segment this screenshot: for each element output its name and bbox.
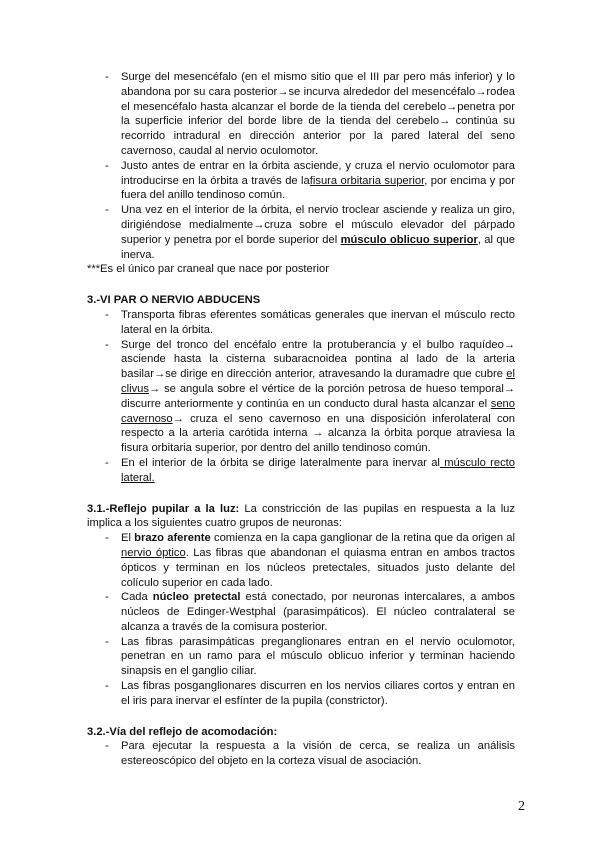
- list-item-text: Justo antes de entrar en la órbita asciende, y cruza el nervio oculomotor para introducirse en la órbita a través de la: [121, 159, 515, 187]
- list-item-text: Las fibras posganglionares discurren en los nervios ciliares cortos y entran en el iris para inervar el esfínter de la pupila (constrictor).: [121, 680, 515, 707]
- list-item-text: Cada: [121, 591, 153, 604]
- list-item-text: Una vez en el interior de la órbita, el nervio troclear asciende y realiza un giro, dirigiéndose medialmente→cruza sobre el músculo elevador del párpado superior y penetra por el borde superior del: [121, 204, 515, 246]
- bullet-dash: -: [105, 308, 109, 321]
- term-musculo-recto-lateral: músculo recto lateral.: [121, 456, 516, 484]
- list-item: [87, 70, 515, 159]
- bullet-dash: -: [105, 635, 109, 648]
- section-intro: [87, 502, 515, 532]
- bullet-dash: -: [105, 532, 109, 545]
- list-item: [87, 635, 515, 679]
- list-item-text: Surge del tronco del encéfalo entre la protuberancia y el bulbo raquídeo→ asciende hasta la cisterna subaracnoidea pontina al lado de la arteria basilar→se dirige en dirección anterior, atravesando la duramadre que cubre: [121, 338, 515, 381]
- pupillary-reflex-list: [87, 531, 515, 709]
- list-item-text: comienza en la capa ganglionar de la retina que da origen al: [210, 532, 515, 545]
- section-intro-text: La constricción de las pupilas en respuesta a la luz implica a los siguientes cuatro grupos de neuronas:: [87, 502, 515, 530]
- term-musculo-oblicuo-superior: músculo oblicuo superior: [340, 233, 478, 246]
- list-item-text: está conectado, por neuronas intercalares, a ambos núcleos de Edinger-Westphal (parasimpáticos). El núcleo contralateral se alcanza a través de la comisura posterior.: [121, 591, 515, 633]
- accommodation-list: [87, 739, 515, 769]
- list-item-text: → cruza el seno cavernoso en una disposición inferolateral con respecto a la arteria carótida interna → alcanza la órbita porque atraviesa la fisura orbitaria superior, por dentro del anillo tendinoso común.: [121, 412, 515, 455]
- list-item: [87, 338, 515, 456]
- term-nucleo-pretectal: núcleo pretectal: [152, 591, 241, 604]
- document-page: [87, 70, 515, 769]
- list-item-text: , al que inerva.: [121, 233, 515, 261]
- list-item-text: . Las fibras que abandonan el quiasma entran en ambos tractos ópticos y terminan en los núcleos pretectales, situados justo delante del colículo superior en cada lado.: [121, 546, 516, 589]
- note-text: ***Es el único par craneal que nace por posterior: [87, 263, 329, 276]
- section-heading: 3.1.-Reflejo pupilar a la luz:: [87, 502, 240, 515]
- term-fisura-orbitaria: fisura orbitaria superior: [309, 174, 425, 187]
- bullet-dash: -: [105, 159, 109, 172]
- bullet-dash: -: [105, 338, 109, 351]
- term-nervio-optico: nervio óptico: [121, 546, 186, 559]
- term-clivus: el clivus: [121, 368, 515, 395]
- list-item: [87, 456, 515, 486]
- list-item: [87, 679, 515, 709]
- section-heading: 3.2.-Vía del reflejo de acomodación:: [87, 725, 278, 738]
- list-item-text: En el interior de la órbita se dirige lateralmente para inervar al: [121, 456, 440, 469]
- page-number: 2: [518, 799, 525, 814]
- list-item: [87, 203, 515, 262]
- list-item: [87, 308, 515, 338]
- bullet-dash: -: [105, 71, 109, 83]
- list-item: [87, 739, 515, 769]
- list-item-text: → se angula sobre el vértice de la porción petrosa de hueso temporal→ discurre anteriormente y continúa en un conducto dural hasta alcanzar el: [121, 382, 515, 410]
- list-item: [87, 159, 515, 203]
- term-seno-cavernoso: seno cavernoso: [121, 397, 515, 425]
- bullet-dash: -: [105, 740, 109, 753]
- bullet-dash: -: [105, 204, 109, 217]
- trochlear-list: [87, 70, 515, 262]
- list-item-text: Las fibras parasimpáticas preganglionares entran en el nervio oculomotor, penetran en un ramo para el músculo oblicuo inferior y terminan haciendo sinapsis en el ganglio ciliar.: [121, 635, 515, 678]
- list-item-text: , por encima y por fuera del anillo tendinoso común.: [121, 174, 515, 202]
- list-item-text: Surge del mesencéfalo (en el mismo sitio que el III par pero más inferior) y lo abandona por su cara posterior→se incurva alrededor del mesencéfalo→rodea el mesencéfalo hasta alcanzar el borde de la tienda del cerebelo→penetra por la superficie inferior del borde libre de la tienda del cerebelo→ continúa su recorrido intradural en dirección anterior por la pared lateral del seno cavernoso, caudal al nervio oculomotor.: [121, 71, 515, 157]
- list-item: [87, 590, 515, 634]
- list-item-text: El: [121, 532, 135, 545]
- term-brazo-aferente: brazo aferente: [134, 532, 211, 545]
- bullet-dash: -: [105, 591, 109, 604]
- abducens-list: [87, 308, 515, 486]
- list-item-text: Transporta fibras eferentes somáticas generales que inervan el músculo recto lateral en la órbita.: [121, 308, 515, 336]
- list-item: [87, 531, 515, 590]
- bullet-dash: -: [105, 680, 109, 693]
- bullet-dash: -: [105, 456, 109, 469]
- section-heading: 3.-VI PAR O NERVIO ABDUCENS: [87, 294, 261, 307]
- list-item-text: Para ejecutar la respuesta a la visión de cerca, se realiza un análisis estereoscópico del objeto en la corteza visual de asociación.: [121, 740, 515, 768]
